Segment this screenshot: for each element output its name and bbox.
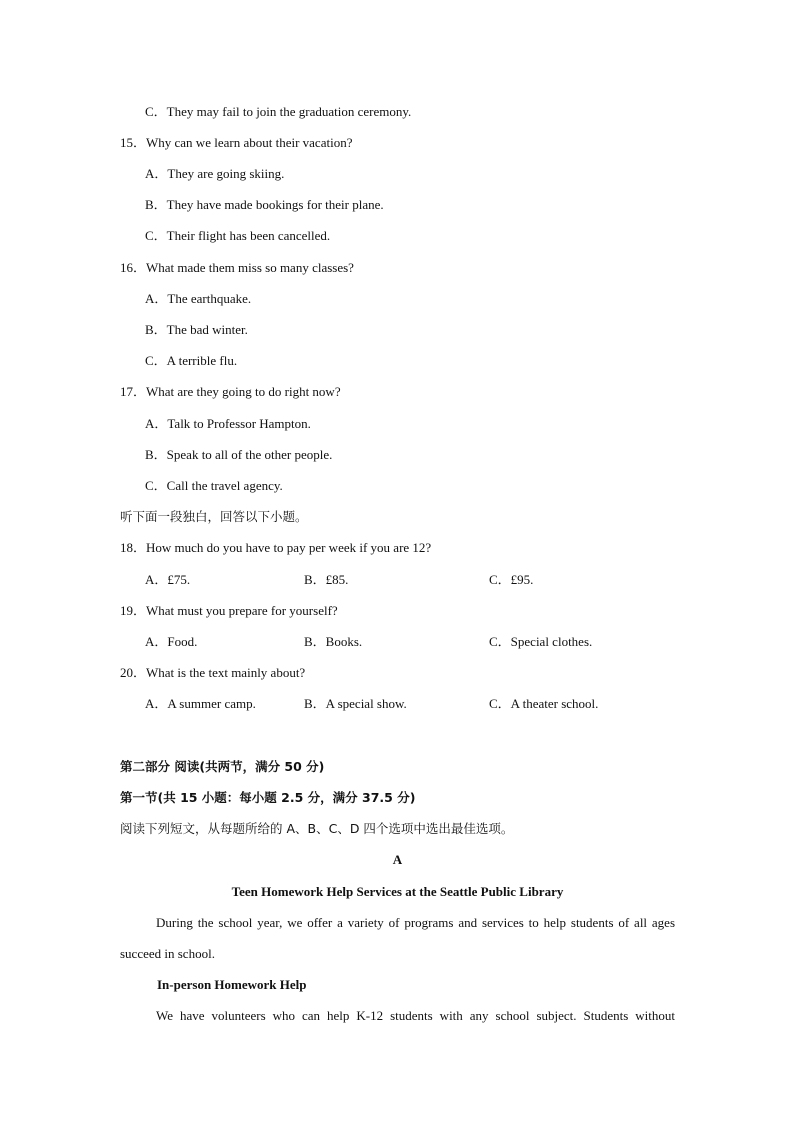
reading-part-heading: 第二部分 阅读(共两节，满分 50 分) <box>120 759 325 774</box>
q15-option-b: B．They have made bookings for their plane. <box>145 197 384 212</box>
passage-paragraph-2: We have volunteers who can help K-12 students with any school subject. Students without <box>156 1008 675 1023</box>
q17-option-c: C．Call the travel agency. <box>145 478 283 493</box>
q18-question: 18．How much do you have to pay per week if you are 12? <box>120 540 432 555</box>
q15-option-a: A．They are going skiing. <box>145 166 285 181</box>
q17-option-b: B．Speak to all of the other people. <box>145 447 333 462</box>
q18-option-b: B．£85. <box>304 572 349 587</box>
q16-option-c: C．A terrible flu. <box>145 353 238 368</box>
q19-option-c: C．Special clothes. <box>489 634 593 649</box>
q17-option-a: A．Talk to Professor Hampton. <box>145 416 311 431</box>
q20-option-a: A．A summer camp. <box>145 696 256 711</box>
q16-option-b: B．The bad winter. <box>145 322 248 337</box>
q20-option-c: C．A theater school. <box>489 696 599 711</box>
q20-question: 20．What is the text mainly about? <box>120 665 306 680</box>
monologue-instruction: 听下面一段独白，回答以下小题。 <box>120 509 308 524</box>
q15-question: 15．Why can we learn about their vacation? <box>120 135 353 150</box>
reading-instruction: 阅读下列短文，从每题所给的 A、B、C、D 四个选项中选出最佳选项。 <box>120 821 514 836</box>
q16-question: 16．What made them miss so many classes? <box>120 260 354 275</box>
q18-option-c: C．£95. <box>489 572 534 587</box>
q18-option-a: A．£75. <box>145 572 191 587</box>
q20-option-b: B．A special show. <box>304 696 407 711</box>
passage-title: Teen Homework Help Services at the Seattle Public Library <box>231 884 564 899</box>
reading-section-heading: 第一节(共 15 小题：每小题 2.5 分，满分 37.5 分) <box>120 790 416 805</box>
q15-option-c: C．Their flight has been cancelled. <box>145 228 331 243</box>
q19-option-b: B．Books. <box>304 634 363 649</box>
passage-letter: A <box>392 852 403 867</box>
passage-paragraph-1: During the school year, we offer a variety of programs and services to help students of all ages succeed in school. <box>120 915 675 961</box>
passage-subheading-in-person: In-person Homework Help <box>157 977 307 992</box>
q16-option-a: A．The earthquake. <box>145 291 252 306</box>
q17-question: 17．What are they going to do right now? <box>120 384 341 399</box>
q14-option-c: C．They may fail to join the graduation ceremony. <box>145 104 412 119</box>
q19-option-a: A．Food. <box>145 634 198 649</box>
q19-question: 19．What must you prepare for yourself? <box>120 603 338 618</box>
